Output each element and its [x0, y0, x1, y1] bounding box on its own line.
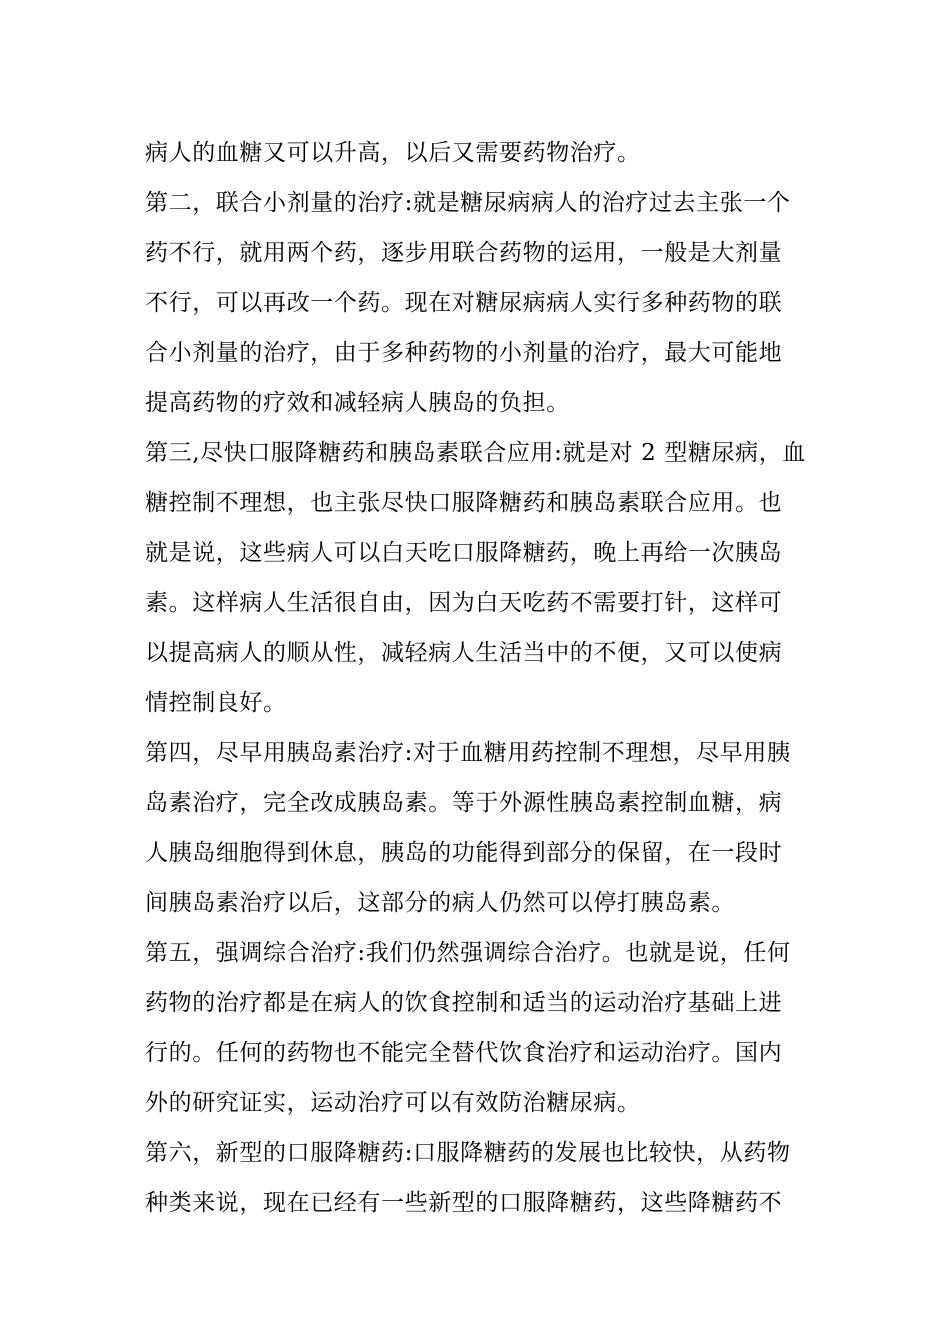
text-line: 药物的治疗都是在病人的饮食控制和适当的运动治疗基础上进	[145, 990, 783, 1016]
text-line: 药不行，就用两个药，逐步用联合药物的运用，一般是大剂量	[145, 240, 783, 266]
text-line: 第二，联合小剂量的治疗:就是糖尿病病人的治疗过去主张一个	[145, 190, 791, 216]
text-line: 第三,尽快口服降糖药和胰岛素联合应用:就是对 2 型糖尿病，血	[145, 440, 806, 466]
text-line: 提高药物的疗效和减轻病人胰岛的负担。	[145, 390, 570, 416]
text-line: 合小剂量的治疗，由于多种药物的小剂量的治疗，最大可能地	[145, 340, 783, 366]
text-line: 岛素治疗，完全改成胰岛素。等于外源性胰岛素控制血糖，病	[145, 790, 783, 816]
text-line: 行的。任何的药物也不能完全替代饮食治疗和运动治疗。国内	[145, 1040, 783, 1066]
text-line: 病人的血糖又可以升高，以后又需要药物治疗。	[145, 140, 641, 166]
text-line: 第五，强调综合治疗:我们仍然强调综合治疗。也就是说，任何	[145, 940, 791, 966]
document-body	[145, 128, 810, 1228]
text-line: 就是说，这些病人可以白天吃口服降糖药，晚上再给一次胰岛	[145, 540, 783, 566]
text-line: 外的研究证实，运动治疗可以有效防治糖尿病。	[145, 1090, 641, 1116]
text-line: 糖控制不理想，也主张尽快口服降糖药和胰岛素联合应用。也	[145, 490, 783, 516]
text-line: 以提高病人的顺从性，减轻病人生活当中的不便，又可以使病	[145, 640, 783, 666]
text-line: 情控制良好。	[145, 690, 287, 716]
text-line: 间胰岛素治疗以后，这部分的病人仍然可以停打胰岛素。	[145, 890, 735, 916]
text-line: 素。这样病人生活很自由，因为白天吃药不需要打针，这样可	[145, 590, 783, 616]
text-line: 第四，尽早用胰岛素治疗:对于血糖用药控制不理想，尽早用胰	[145, 740, 791, 766]
text-line: 第六，新型的口服降糖药:口服降糖药的发展也比较快，从药物	[145, 1140, 791, 1166]
text-line: 种类来说，现在已经有一些新型的口服降糖药，这些降糖药不	[145, 1190, 783, 1216]
text-line: 不行，可以再改一个药。现在对糖尿病病人实行多种药物的联	[145, 290, 783, 316]
text-line: 人胰岛细胞得到休息，胰岛的功能得到部分的保留，在一段时	[145, 840, 783, 866]
